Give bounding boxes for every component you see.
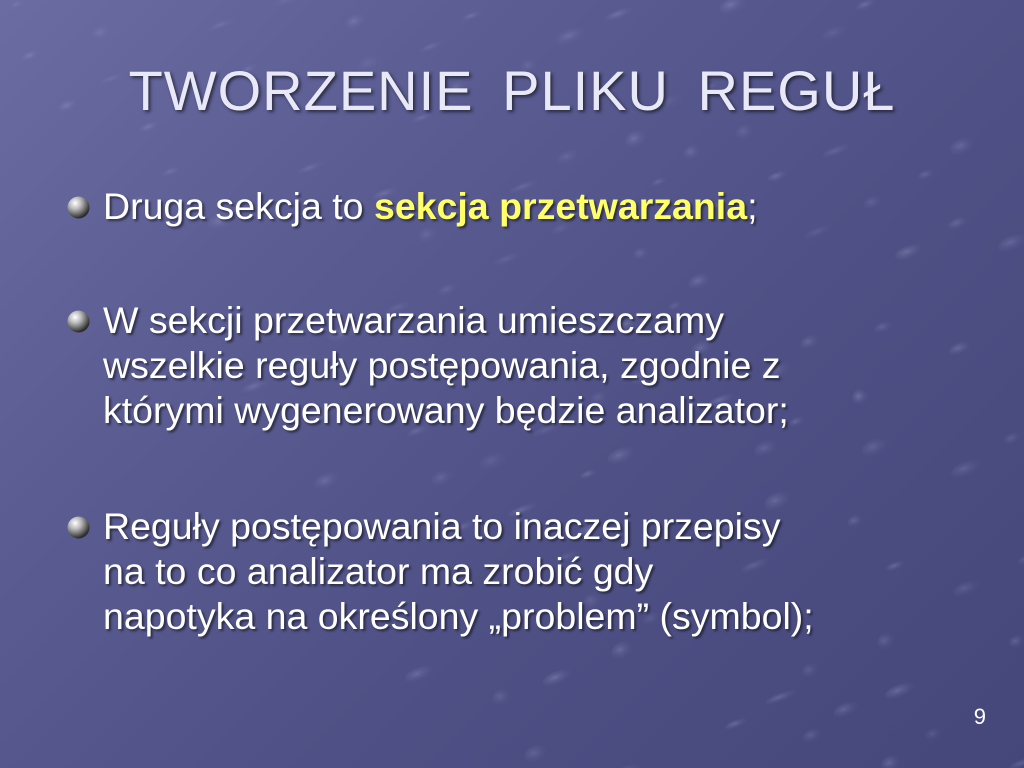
background-dot — [610, 761, 644, 768]
background-dot — [8, 0, 28, 12]
background-dot — [541, 666, 576, 690]
background-dot — [605, 443, 640, 469]
background-dot — [403, 662, 438, 686]
background-dot — [883, 679, 920, 703]
background-dot — [1002, 430, 1024, 447]
background-dot — [436, 280, 461, 299]
background-dot — [831, 699, 862, 721]
bullet-text-line: na to co analizator ma zrobić gdy — [103, 550, 654, 592]
background-dot — [801, 726, 825, 746]
background-dot — [477, 448, 512, 475]
background-dot — [296, 158, 330, 178]
background-dot — [821, 141, 855, 161]
background-dot — [724, 716, 750, 732]
background-dot — [766, 168, 790, 185]
background-dot — [492, 249, 526, 269]
background-dot — [716, 0, 751, 18]
background-dot — [623, 127, 651, 151]
background-dot — [949, 456, 986, 482]
background-dot — [893, 240, 927, 264]
background-dot — [681, 142, 704, 163]
background-dot — [429, 467, 458, 490]
background-dot — [579, 467, 599, 481]
background-dot — [461, 8, 486, 24]
background-dot — [800, 661, 821, 681]
bullet-text-line: W sekcji przetwarzania umieszczamy — [103, 299, 724, 341]
slide-title: TWORZENIE PLIKU REGUŁ — [128, 59, 896, 122]
sphere-bullet-icon — [66, 515, 91, 540]
bullet-text — [103, 184, 983, 229]
background-dot — [820, 22, 852, 45]
background-dot — [603, 3, 638, 24]
background-dot — [855, 0, 880, 13]
background-dot — [752, 437, 782, 461]
background-dot — [609, 639, 636, 663]
background-dot — [764, 687, 800, 707]
bullet-text — [103, 298, 983, 433]
background-dot — [272, 0, 307, 11]
background-dot — [879, 753, 904, 768]
background-dot — [160, 163, 185, 180]
bullet-text-line: którymi wygenerowany będzie analizator; — [103, 389, 789, 431]
background-dot — [1008, 753, 1024, 768]
sphere-bullet-icon — [66, 309, 91, 334]
background-dot — [924, 726, 945, 743]
background-dot — [1016, 552, 1024, 567]
bullet-text-line: napotyka na określony „problem” (symbol); — [103, 595, 814, 637]
bullet-text-plain: ; — [747, 185, 758, 227]
background-dot — [686, 270, 714, 293]
background-dot — [996, 230, 1024, 256]
page-number: 9 — [973, 704, 986, 729]
background-dot — [343, 10, 371, 33]
bullet-text-highlight: sekcja przetwarzania — [373, 185, 748, 227]
bullet-text — [103, 504, 983, 639]
background-dot — [553, 23, 591, 49]
background-dot — [418, 37, 450, 55]
background-dot — [859, 434, 893, 460]
background-dot — [917, 167, 937, 182]
background-dot — [490, 686, 514, 708]
background-dot — [522, 741, 552, 766]
sphere-bullet-icon — [66, 195, 91, 220]
background-dot — [312, 469, 344, 494]
background-dot — [555, 146, 584, 168]
background-dot — [206, 15, 241, 35]
background-dot — [1007, 633, 1024, 650]
bullet-text-line: wszelkie reguły postępowania, zgodnie z — [103, 344, 781, 386]
bullet-text-line: Reguły postępowania to inaczej przepisy — [103, 505, 781, 547]
background-dot — [733, 121, 758, 143]
bullet-text-plain: Druga sekcja to — [103, 185, 374, 227]
background-dot — [88, 21, 117, 45]
background-dot — [948, 134, 979, 159]
background-dot — [632, 245, 652, 263]
